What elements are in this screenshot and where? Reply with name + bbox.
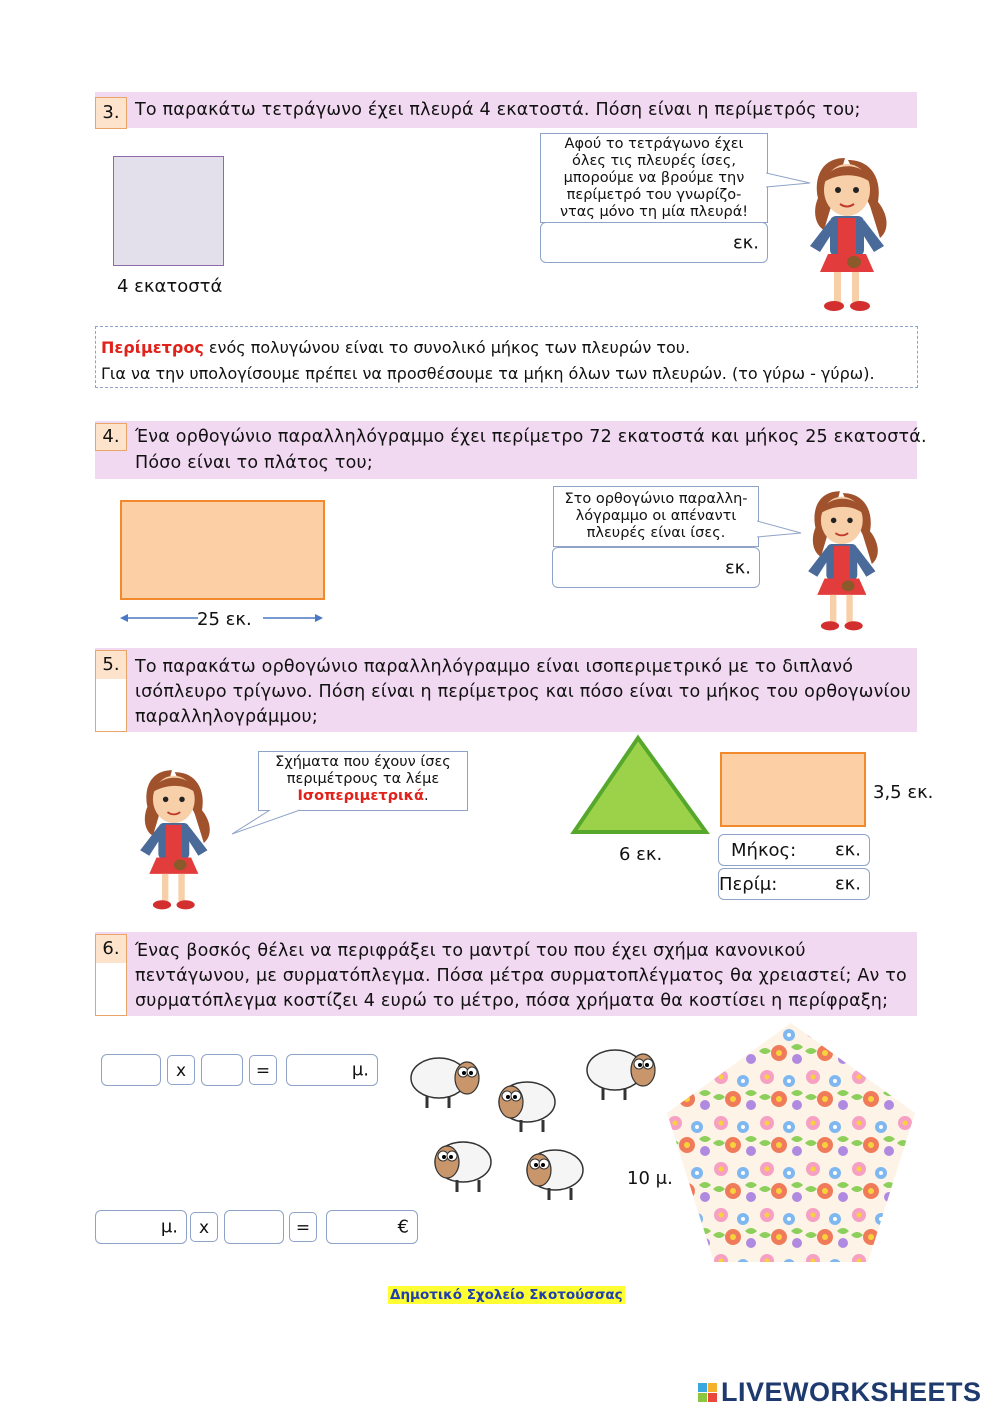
q6-equals-sign: = (249, 1055, 277, 1085)
q6-pentagon-side-label: 10 μ. (627, 1168, 673, 1189)
q5-hint-end: . (423, 788, 429, 804)
q6-price-input[interactable] (224, 1210, 284, 1244)
q6-total-meters-unit: μ. (160, 1216, 178, 1238)
q5-hint-line: Σχήματα που έχουν ίσες (275, 754, 451, 770)
q6-meters-unit: μ. (351, 1059, 369, 1081)
q4-rectangle (120, 500, 325, 600)
q3-side-label: 4 εκατοστά (117, 276, 223, 297)
q3-hint-line: όλες τις πλευρές ίσες, (572, 153, 736, 169)
q6-euro-unit: € (397, 1216, 409, 1238)
q4-hint-line: πλευρές είναι ίσες. (586, 525, 726, 541)
q6-sides-input[interactable] (101, 1054, 161, 1086)
q4-answer-unit: εκ. (724, 557, 751, 578)
brand-name[interactable]: LIVEWORKSHEETS (721, 1377, 982, 1407)
girl-illustration (122, 758, 222, 918)
q3-hint-line: περίμετρό του γνωρίζο- (566, 187, 742, 203)
definition-line-1 (101, 338, 690, 357)
sheep (435, 1142, 491, 1192)
q4-hint-bubble (553, 486, 759, 547)
q5-perimeter-label: Περίμ: (719, 874, 778, 895)
q6-pentagon (665, 1021, 917, 1266)
sheep (411, 1058, 479, 1108)
q5-text-line-1: Το παρακάτω ορθογώνιο παραλληλόγραμμο είναι ισοπεριμετρικό με το διπλανό (135, 657, 854, 677)
q6-cost-input[interactable] (326, 1210, 418, 1244)
q5-bubble-tail (230, 800, 310, 840)
q6-times-sign-2: x (190, 1212, 218, 1242)
q5-triangle-label: 6 εκ. (619, 844, 663, 865)
q6-text-line-2: πεντάγωνου, με συρματόπλεγμα. Πόσα μέτρα συρματοπλέγματος θα χρειαστεί; Αν το (135, 966, 907, 986)
definition-line-2: Για να την υπολογίσουμε πρέπει να προσθέσουμε τα μήκη όλων των πλευρών. (το γύρω - γύρω). (101, 364, 875, 383)
q3-hint-line: ντας μόνο τη μία πλευρά! (559, 204, 749, 220)
sheep (587, 1050, 655, 1100)
q6-text-line-1: Ένας βοσκός θέλει να περιφράξει το μαντρί του που έχει σχήμα κανονικού (135, 941, 806, 961)
brand-logo (698, 1377, 982, 1408)
sheep (499, 1082, 555, 1132)
q5-text-line-3: παραλληλογράμμου; (135, 707, 318, 727)
q4-text-line-2: Πόσο είναι το πλάτος του; (135, 453, 373, 473)
q6-text-line-3: συρματόπλεγμα κοστίζει 4 ευρώ το μέτρο, πόσα χρήματα θα κοστίσει η περίφραξη; (135, 991, 889, 1011)
q3-hint-line: μπορούμε να βρούμε την (563, 170, 745, 186)
definition-line1-text: ενός πολυγώνου είναι το συνολικό μήκος των πλευρών του. (203, 338, 691, 357)
q5-length-input[interactable] (718, 834, 870, 866)
q5-number: 5. (96, 651, 126, 679)
q4-hint-line: λόγραμμο οι απέναντι (575, 508, 737, 524)
q4-text-line-1: Ένα ορθογώνιο παραλληλόγραμμο έχει περίμετρο 72 εκατοστά και μήκος 25 εκατοστά. (135, 427, 927, 447)
girl-illustration (790, 480, 890, 638)
q6-number: 6. (96, 935, 126, 963)
q5-hint-line: περιμέτρους τα λέμε (286, 771, 440, 787)
definition-term: Περίμετρος (101, 338, 204, 357)
q5-text-line-2: ισόπλευρο τρίγωνο. Πόση είναι η περίμετρος και πόσο είναι το μήκος του ορθογωνίου (135, 682, 911, 702)
q5-length-unit: εκ. (834, 839, 861, 861)
q4-number: 4. (95, 423, 127, 451)
q6-total-meters-input[interactable] (95, 1210, 187, 1244)
q5-perimeter-input[interactable] (718, 868, 870, 900)
q4-length-label: 25 εκ. (197, 609, 252, 630)
q6-side-length-input[interactable] (201, 1054, 243, 1086)
brand-logo-icon (698, 1383, 717, 1402)
q3-answer-input[interactable] (540, 222, 768, 263)
q5-rect-height-label: 3,5 εκ. (873, 782, 934, 803)
q3-text: Το παρακάτω τετράγωνο έχει πλευρά 4 εκατοστά. Πόση είναι η περίμετρός του; (135, 100, 861, 120)
q5-length-label: Μήκος: (731, 840, 797, 861)
q5-triangle (570, 734, 710, 836)
q6-equals-sign-2: = (289, 1212, 317, 1242)
q4-answer-input[interactable] (552, 547, 760, 588)
school-name: Δημοτικό Σχολείο Σκοτούσσας (390, 1287, 623, 1303)
q3-answer-unit: εκ. (732, 232, 759, 253)
q3-hint-bubble (540, 133, 768, 223)
q6-meters-input[interactable] (286, 1054, 378, 1086)
q5-rectangle (720, 752, 866, 827)
q4-hint-line: Στο ορθογώνιο παραλλη- (564, 491, 748, 507)
q6-times-sign: x (167, 1055, 195, 1085)
q3-hint-line: Αφού το τετράγωνο έχει (564, 136, 744, 152)
sheep (527, 1150, 583, 1200)
q3-square (113, 156, 224, 266)
q3-number: 3. (95, 97, 127, 129)
q5-hint-term: Ισοπεριμετρικά (297, 788, 424, 804)
q5-perimeter-unit: εκ. (834, 873, 861, 895)
girl-illustration (790, 150, 900, 315)
